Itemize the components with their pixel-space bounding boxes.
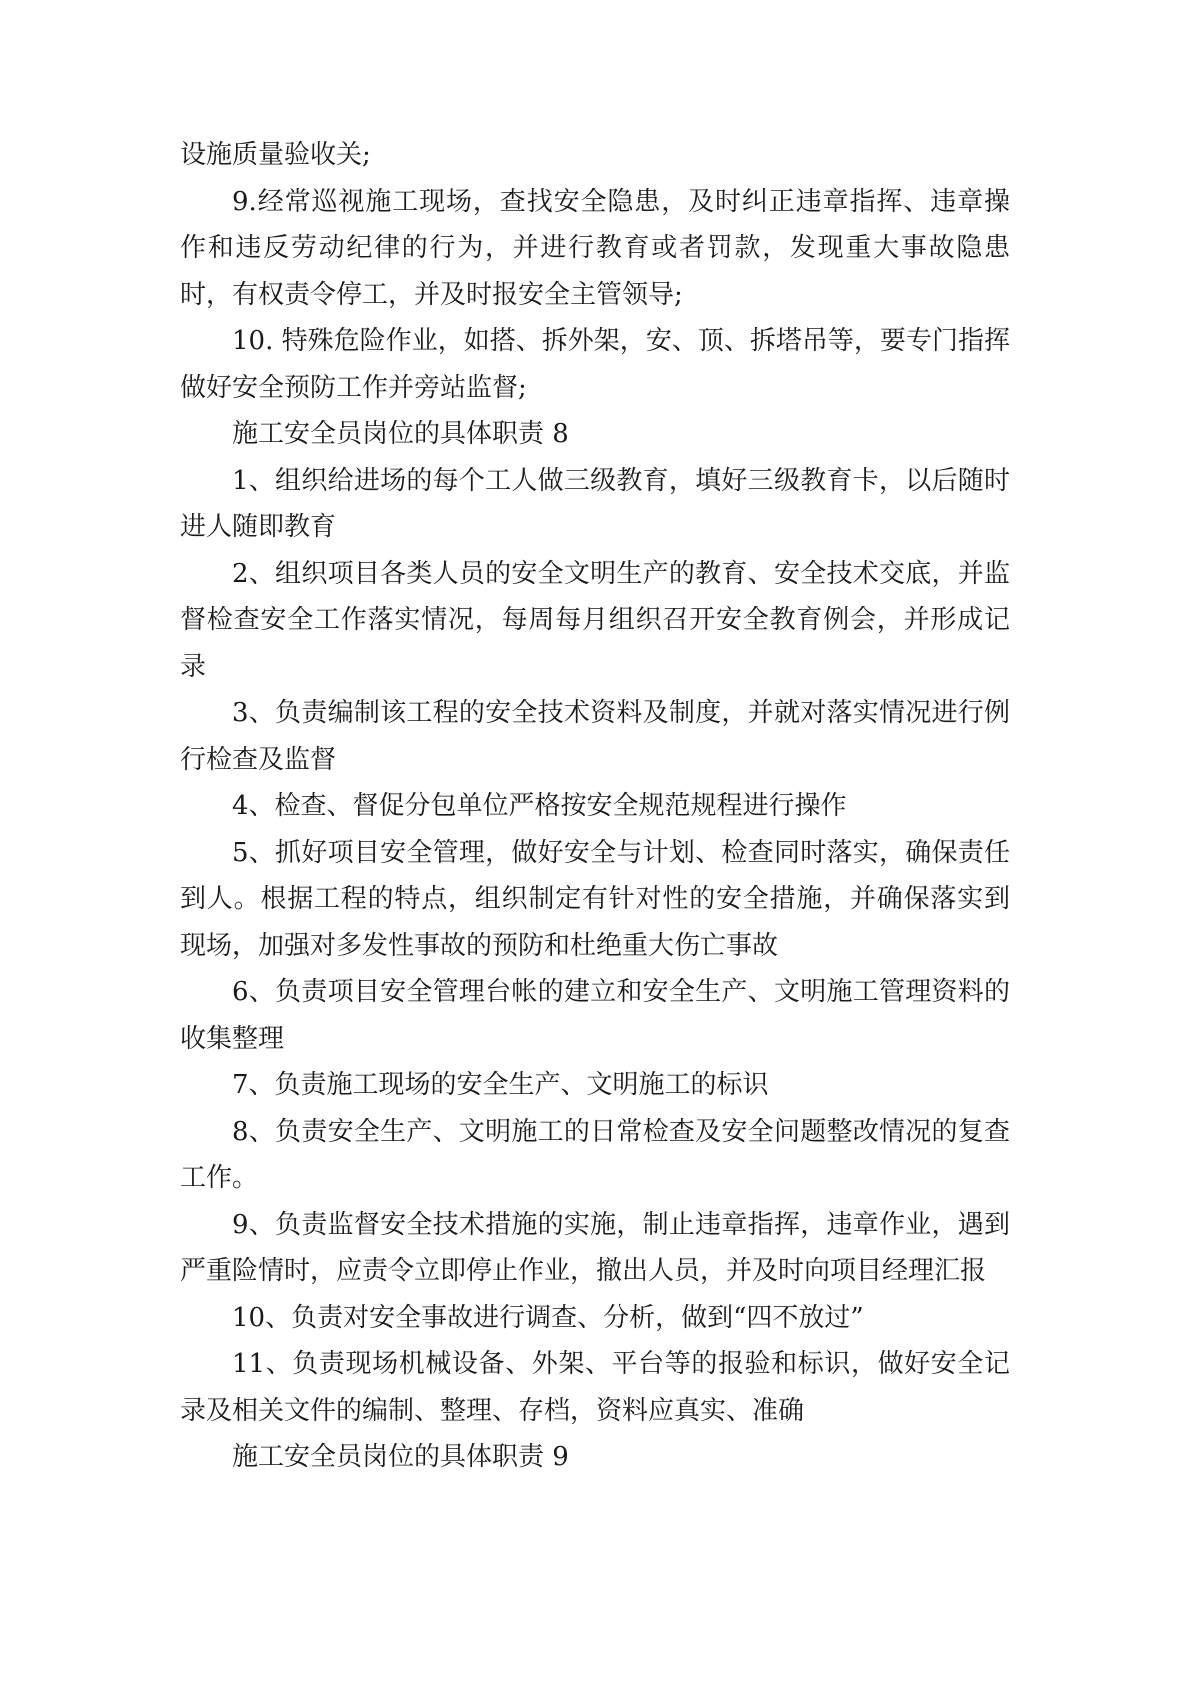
paragraph-duty-7: 7、负责施工现场的安全生产、文明施工的标识 — [232, 1070, 769, 1100]
paragraph-duty-6: 6、负责项目安全管理台帐的建立和安全生产、文明施工管理资料的收集整理 — [180, 977, 1010, 1054]
document-body — [180, 132, 1010, 1481]
section-heading-8: 施工安全员岗位的具体职责 8 — [232, 419, 569, 449]
paragraph-item-9: 9.经常巡视施工现场，查找安全隐患，及时纠正违章指挥、违章操作和违反劳动纪律的行为，并进行教育或者罚款，发现重大事故隐患时，有权责令停工，并及时报安全主管领导; — [180, 186, 1010, 310]
paragraph-duty-9: 9、负责监督安全技术措施的实施，制止违章指挥，违章作业，遇到严重险情时，应责令立即停止作业，撤出人员，并及时向项目经理汇报 — [180, 1209, 1010, 1286]
paragraph-duty-2: 2、组织项目各类人员的安全文明生产的教育、安全技术交底，并监督检查安全工作落实情况，每周每月组织召开安全教育例会，并形成记录 — [180, 558, 1010, 682]
paragraph-duty-4: 4、检查、督促分包单位严格按安全规范规程进行操作 — [232, 791, 847, 821]
section-heading-9: 施工安全员岗位的具体职责 9 — [232, 1442, 569, 1472]
paragraph-duty-1: 1、组织给进场的每个工人做三级教育，填好三级教育卡，以后随时进人随即教育 — [180, 465, 1010, 542]
paragraph-duty-3: 3、负责编制该工程的安全技术资料及制度，并就对落实情况进行例行检查及监督 — [180, 698, 1010, 775]
paragraph-continuation: 设施质量验收关; — [180, 140, 371, 170]
paragraph-item-10: 10. 特殊危险作业，如搭、拆外架，安、顶、拆塔吊等，要专门指挥做好安全预防工作并旁站监督; — [180, 326, 1010, 403]
paragraph-duty-11: 11、负责现场机械设备、外架、平台等的报验和标识，做好安全记录及相关文件的编制、整理、存档，资料应真实、准确 — [180, 1349, 1010, 1426]
paragraph-duty-5: 5、抓好项目安全管理，做好安全与计划、检查同时落实，确保责任到人。根据工程的特点，组织制定有针对性的安全措施，并确保落实到现场，加强对多发性事故的预防和杜绝重大伤亡事故 — [180, 837, 1010, 961]
paragraph-duty-8: 8、负责安全生产、文明施工的日常检查及安全问题整改情况的复查工作。 — [180, 1116, 1010, 1193]
paragraph-duty-10: 10、负责对安全事故进行调查、分析，做到“四不放过” — [232, 1302, 864, 1333]
